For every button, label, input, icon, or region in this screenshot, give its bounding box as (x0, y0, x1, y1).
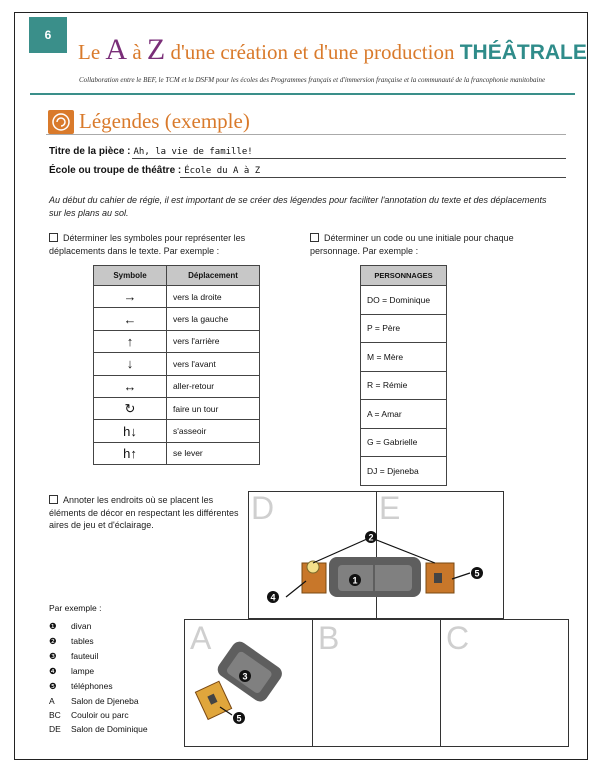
legend-label: divan (71, 621, 92, 631)
table-row (361, 371, 447, 400)
legend-item (49, 651, 98, 662)
school-value: École du A à Z (184, 166, 261, 176)
movement-label: faire un tour (167, 397, 260, 419)
rotate-icon: ↻ (94, 397, 167, 419)
movement-label: aller-retour (167, 375, 260, 397)
stand-up-icon: h↑ (94, 442, 167, 464)
symbols-table (93, 265, 260, 465)
table-row (361, 457, 447, 486)
table-icon (195, 681, 231, 719)
marker-4-icon (267, 591, 279, 603)
up-arrow-icon: ↑ (94, 330, 167, 352)
title-mid: à (127, 40, 147, 64)
school-label: École ou troupe de théâtre : (49, 165, 182, 176)
title-le: Le (78, 40, 106, 64)
zone-d-label: D (251, 490, 275, 526)
movement-label: vers l'avant (167, 353, 260, 375)
characters-table (360, 265, 447, 486)
legend-key: ❺ (49, 681, 57, 691)
svg-text:3: 3 (242, 671, 248, 682)
marker-3-icon (239, 670, 251, 682)
character-code: A = Amar (361, 400, 447, 429)
left-right-arrow-icon: ↔ (94, 375, 167, 397)
legend-item (49, 681, 113, 692)
theatre-spiral-icon (48, 110, 74, 134)
checkbox-characters[interactable] (310, 233, 319, 242)
legend-key: DE (49, 724, 61, 734)
svg-text:5: 5 (474, 568, 480, 579)
play-title-label: Titre de la pièce : (49, 146, 131, 157)
legend-key: ❸ (49, 651, 57, 661)
play-title-value: Ah, la vie de famille! (133, 147, 253, 157)
header-divider (30, 93, 575, 95)
symbols-instruction-text: Déterminer les symboles pour représenter les déplacements dans le texte. Par exemple : (49, 233, 246, 256)
page-number: 6 (44, 28, 52, 42)
legend-key: ❹ (49, 666, 57, 676)
character-code: P = Père (361, 314, 447, 343)
page-title (78, 33, 587, 67)
movement-label: se lever (167, 442, 260, 464)
table-row (361, 343, 447, 372)
school-row (49, 165, 260, 176)
table-row (94, 420, 260, 442)
stage-plan-drawing (184, 491, 569, 747)
legend-item (49, 666, 94, 677)
intro-paragraph: Au début du cahier de régie, il est important de se créer des légendes pour faciliter l'annotation du texte et des déplacements sur les plans au sol. (49, 195, 547, 218)
character-code: R = Rémie (361, 371, 447, 400)
title-theatrale: THÉÂTRALE (459, 41, 587, 64)
legend-item (49, 621, 91, 632)
marker-1-icon (349, 574, 361, 586)
left-arrow-icon: ← (94, 308, 167, 330)
table-row (94, 286, 260, 308)
zone-c-label: C (446, 620, 470, 656)
legend-label: Couloir ou parc (71, 710, 129, 720)
down-arrow-icon: ↓ (94, 353, 167, 375)
characters-instruction-text: Déterminer un code ou une initiale pour chaque personnage. Par exemple : (310, 233, 514, 256)
character-code: DO = Dominique (361, 286, 447, 315)
movement-label: s'asseoir (167, 420, 260, 442)
svg-text:1: 1 (352, 575, 358, 586)
table-row (94, 442, 260, 464)
legend-label: téléphones (71, 681, 113, 691)
legend-key: ❶ (49, 621, 57, 631)
symbol-column-header: Symbole (94, 266, 167, 286)
legend-label: tables (71, 636, 94, 646)
page-number-badge (29, 17, 67, 53)
character-code: G = Gabrielle (361, 428, 447, 457)
checkbox-symbols[interactable] (49, 233, 58, 242)
legend-item (49, 710, 129, 720)
marker-5-icon (471, 567, 483, 579)
zone-a-label: A (190, 620, 212, 656)
legend-key: BC (49, 710, 61, 720)
legend-key: ❷ (49, 636, 57, 646)
symbols-table-header (94, 266, 260, 286)
legend-item (49, 724, 148, 734)
play-title-row (49, 146, 253, 157)
table-row (361, 314, 447, 343)
character-code: M = Mère (361, 343, 447, 372)
legend-label: Salon de Dominique (71, 724, 148, 734)
marker-2-icon (365, 531, 377, 543)
characters-instruction (310, 232, 550, 257)
svg-text:2: 2 (368, 532, 374, 543)
table-row (94, 330, 260, 352)
zone-b-label: B (318, 620, 340, 656)
movement-label: vers l'arrière (167, 330, 260, 352)
play-title-underline (132, 158, 566, 159)
legend-item (49, 696, 139, 706)
legend-label: Salon de Djeneba (71, 696, 139, 706)
symbols-instruction (49, 232, 269, 257)
marker-5b-icon (233, 712, 245, 724)
movement-column-header: Déplacement (167, 266, 260, 286)
table-icon (426, 563, 454, 593)
character-code: DJ = Djeneba (361, 457, 447, 486)
legend-label: fauteuil (71, 651, 99, 661)
sit-down-icon: h↓ (94, 420, 167, 442)
title-a: A (105, 33, 128, 66)
legend-label: lampe (71, 666, 95, 676)
school-underline (180, 177, 566, 178)
svg-text:5: 5 (236, 713, 242, 724)
checkbox-set[interactable] (49, 495, 58, 504)
right-arrow-icon: → (94, 286, 167, 308)
sofa-icon (329, 557, 421, 597)
movement-label: vers la gauche (167, 308, 260, 330)
table-row (361, 428, 447, 457)
section-divider (46, 134, 566, 135)
characters-column-header: PERSONNAGES (361, 266, 447, 286)
table-row (361, 286, 447, 315)
table-row (94, 397, 260, 419)
svg-text:4: 4 (270, 592, 276, 603)
legend-key: A (49, 696, 55, 706)
table-row (361, 400, 447, 429)
characters-table-header (361, 266, 447, 286)
table-row (94, 353, 260, 375)
table-row (94, 375, 260, 397)
zone-e-label: E (379, 490, 401, 526)
table-row (94, 308, 260, 330)
set-instruction-text: Annoter les endroits où se placent les éléments de décor en respectant les différentes aires de jeu et d'éclairage. (49, 495, 239, 530)
legend-item (49, 636, 94, 647)
movement-label: vers la droite (167, 286, 260, 308)
title-z: Z (146, 33, 166, 66)
legend-heading: Par exemple : (49, 603, 102, 613)
page-subtitle: Collaboration entre le BEF, le TCM et la DSFM pour les écoles des Programmes français et d'immersion française et la communauté de la francophonie manitobaine (79, 76, 546, 84)
title-rest: d'une création et d'une production (165, 40, 460, 64)
section-title: Légendes (exemple) (79, 109, 250, 133)
